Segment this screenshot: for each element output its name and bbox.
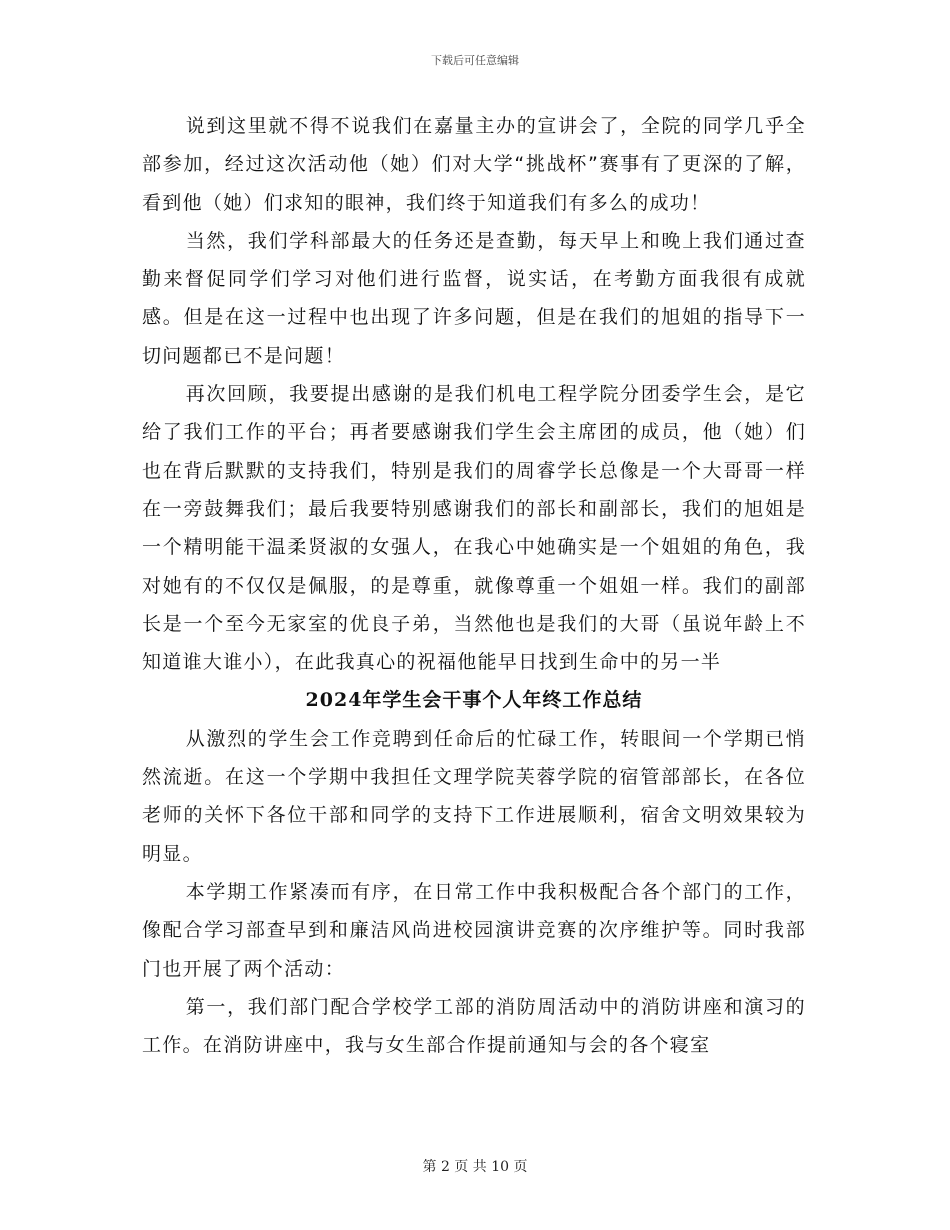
paragraph: 当然，我们学科部最大的任务还是查勤，每天早上和晚上我们通过查勤来督促同学们学习对他们进行监督，说实话，在考勤方面我很有成就感。但是在这一过程中也出现了许多问题，但是在我们的旭姐的指导下一切问题都已不是问题！ <box>142 229 806 367</box>
paragraph: 第一，我们部门配合学校学工部的消防周活动中的消防讲座和演习的工作。在消防讲座中，我与女生部合作提前通知与会的各个寝室 <box>142 995 806 1057</box>
paragraph: 再次回顾，我要提出感谢的是我们机电工程学院分团委学生会，是它给了我们工作的平台；再者要感谢我们学生会主席团的成员，他（她）们也在背后默默的支持我们，特别是我们的周睿学长总像是一个大哥哥一样在一旁鼓舞我们；最后我要特别感谢我们的部长和副部长，我们的旭姐是一个精明能干温柔贤淑的女强人，在我心中她确实是一个姐姐的角色，我对她有的不仅仅是佩服，的是尊重，就像尊重一个姐姐一样。我们的副部长是一个至今无家室的优良子弟，当然他也是我们的大哥（虽说年龄上不知道谁大谁小），在此我真心的祝福他能早日找到生命中的另一半 <box>142 383 806 674</box>
document-body <box>142 107 806 1064</box>
section-title: 2024年学生会干事个人年终工作总结 <box>305 689 643 712</box>
paragraph: 说到这里就不得不说我们在嘉量主办的宣讲会了，全院的同学几乎全部参加，经过这次活动他（她）们对大学“挑战杯”赛事有了更深的了解，看到他（她）们求知的眼神，我们终于知道我们有多么的成功！ <box>142 115 806 214</box>
paragraph: 从激烈的学生会工作竞聘到任命后的忙碌工作，转眼间一个学期已悄然流逝。在这一个学期中我担任文理学院芙蓉学院的宿管部部长，在各位老师的关怀下各位干部和同学的支持下工作进展顺利，宿舍文明效果较为明显。 <box>142 727 806 865</box>
page-header: 下载后可任意编辑 <box>431 54 519 67</box>
paragraph: 本学期工作紧凑而有序，在日常工作中我积极配合各个部门的工作，像配合学习部查早到和廉洁风尚进校园演讲竞赛的次序维护等。同时我部门也开展了两个活动： <box>142 880 806 980</box>
page-number: 第 2 页 共 10 页 <box>422 1159 528 1175</box>
